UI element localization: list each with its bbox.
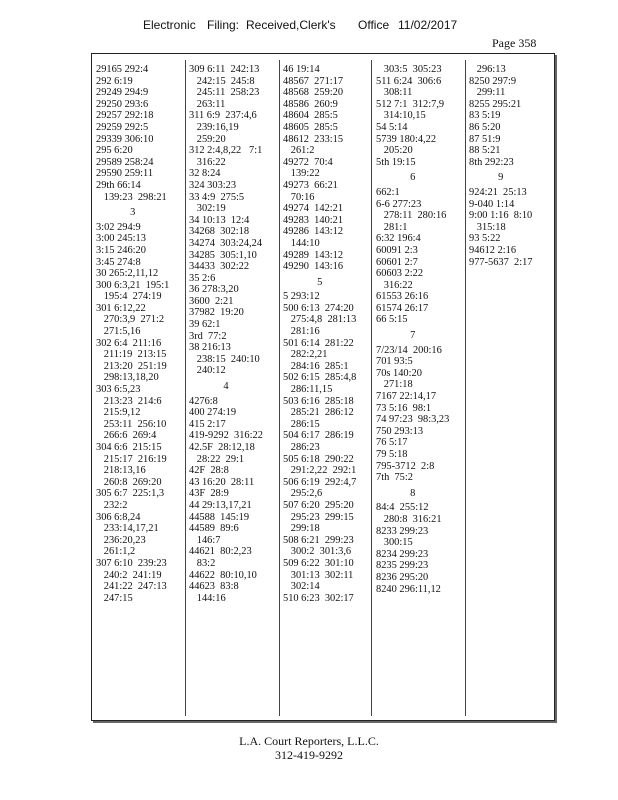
- column-divider: [371, 60, 372, 716]
- index-entry: 61553 26:16: [376, 291, 429, 303]
- index-entry: 296:13: [469, 64, 506, 75]
- index-entry: 70s 140:20: [376, 367, 422, 379]
- index-entry: 419-9292 316:22: [189, 430, 263, 442]
- index-entry: 44588 145:19: [189, 511, 250, 523]
- index-entry: 70:16: [283, 191, 315, 203]
- index-entry: 324 303:23: [189, 179, 237, 191]
- index-entry: 247:15: [96, 592, 133, 604]
- index-entry: 284:16 285:1: [283, 360, 349, 372]
- index-entry: 83:2: [189, 557, 216, 569]
- index-entry: 29590 259:11: [96, 168, 154, 180]
- index-entry: 43F 28:9: [189, 488, 229, 500]
- index-entry: 4276:8: [189, 395, 218, 407]
- index-entry: 29259 292:5: [96, 121, 149, 133]
- index-entry: 6:32 196:4: [376, 233, 421, 245]
- index-entry: 94612 2:16: [469, 244, 517, 256]
- index-entry: 505 6:18 290:22: [283, 453, 354, 465]
- index-entry: 83 5:19: [469, 110, 501, 122]
- index-entry: 5 293:12: [283, 291, 320, 303]
- index-entry: 278:11 280:16: [376, 210, 447, 222]
- index-entry: 32 8:24: [189, 168, 221, 180]
- index-entry: 88 5:21: [469, 145, 501, 157]
- index-entry: 93 5:22: [469, 233, 501, 245]
- index-entry: 305 6:7 225:1,3: [96, 488, 165, 500]
- index-entry: 508 6:21 299:23: [283, 534, 354, 546]
- index-entry: 34274 303:24,24: [189, 237, 263, 249]
- index-entry: 35 2:6: [189, 272, 216, 284]
- index-entry: 29249 294:9: [96, 87, 149, 99]
- index-entry: 5739 180:4,22: [376, 133, 437, 145]
- index-entry: 73 5:16 98:1: [376, 402, 432, 414]
- section-heading: 8: [410, 487, 416, 499]
- index-entry: 3:45 274:8: [96, 256, 141, 268]
- index-entry: 263:11: [189, 98, 226, 110]
- index-entry: 48586 260:9: [283, 98, 338, 110]
- index-entry: 44621 80:2,23: [189, 546, 252, 558]
- index-entry: 3600 2:21: [189, 295, 234, 307]
- index-entry: 701 93:5: [376, 356, 413, 368]
- index-entry: 299:11: [469, 87, 506, 99]
- index-entry: 49273 66:21: [283, 179, 338, 191]
- index-entry: 238:15 240:10: [189, 353, 260, 365]
- index-entry: 271:5,16: [96, 326, 141, 338]
- index-entry: 8250 297:9: [469, 75, 517, 87]
- index-entry: 512 7:1 312:7,9: [376, 98, 445, 110]
- section-heading: 4: [223, 381, 229, 393]
- index-entry: 66 5:15: [376, 314, 408, 326]
- index-entry: 510 6:23 302:17: [283, 592, 354, 604]
- index-entry: 300:2 301:3,6: [283, 546, 352, 558]
- index-entry: 6-6 277:23: [376, 198, 422, 210]
- index-entry: 39 62:1: [189, 319, 221, 331]
- index-entry: 30 265:2,11,12: [96, 268, 159, 280]
- index-entry: 302:14: [283, 581, 320, 593]
- index-entry: 507 6:20 295:20: [283, 499, 354, 511]
- index-entry: 302 6:4 211:16: [96, 337, 162, 349]
- index-entry: 49283 140:21: [283, 214, 344, 226]
- index-entry: 241:22 247:13: [96, 581, 167, 593]
- index-entry: 509 6:22 301:10: [283, 557, 354, 569]
- index-entry: 49290 143:16: [283, 261, 344, 273]
- index-entry: 36 278:3,20: [189, 284, 239, 296]
- index-entry: 34433 302:22: [189, 261, 250, 273]
- section-heading: 7: [410, 330, 416, 342]
- index-entry: 211:19 213:15: [96, 349, 167, 361]
- index-entry: 280:8 316:21: [376, 513, 442, 525]
- index-entry: 37982 19:20: [189, 307, 244, 319]
- index-entry: 271:18: [376, 379, 413, 391]
- index-entry: 144:10: [283, 237, 320, 249]
- index-entry: 7/23/14 200:16: [376, 344, 442, 356]
- index-entry: 308:11: [376, 87, 413, 99]
- index-entry: 213:20 251:19: [96, 360, 167, 372]
- index-entry: 314:10,15: [376, 110, 426, 122]
- index-entry: 253:11 256:10: [96, 418, 167, 430]
- footer-company: L.A. Court Reporters, L.L.C.: [239, 734, 379, 748]
- index-entry: 270:3,9 271:2: [96, 314, 165, 326]
- index-entry: 60603 2:22: [376, 268, 424, 280]
- index-entry: 29250 293:6: [96, 98, 149, 110]
- index-entry: 8255 295:21: [469, 98, 522, 110]
- index-entry: 49272 70:4: [283, 156, 333, 168]
- index-entry: 502 6:15 285:4,8: [283, 372, 357, 384]
- index-entry: 261:2: [283, 145, 315, 157]
- index-entry: 750 293:13: [376, 425, 424, 437]
- index-entry: 261:1,2: [96, 546, 136, 558]
- index-entry: 506 6:19 292:4,7: [283, 476, 357, 488]
- index-entry: 29257 292:18: [96, 110, 154, 122]
- index-entry: 7167 22:14,17: [376, 391, 437, 403]
- index-entry: 28:22 29:1: [189, 453, 245, 465]
- index-entry: 44 29:13,17,21: [189, 499, 252, 511]
- index-entry: 139:23 298:21: [96, 191, 167, 203]
- index-entry: 300 6:3,21 195:1: [96, 279, 170, 291]
- index-entry: 33 4:9 275:5: [189, 191, 245, 203]
- index-entry: 312 2:4,8,22 7:1: [189, 145, 263, 157]
- index-entry: 295:23 299:15: [283, 511, 354, 523]
- index-entry: 215:9,12: [96, 407, 141, 419]
- index-entry: 8234 299:23: [376, 548, 429, 560]
- footer-phone: 312-419-9292: [275, 748, 343, 762]
- page-number: Page 358: [492, 36, 537, 50]
- index-entry: 281:16: [283, 326, 320, 338]
- index-entry: 3:00 245:13: [96, 233, 146, 245]
- index-entry: 46 19:14: [283, 64, 320, 75]
- index-entry: 3:02 294:9: [96, 221, 141, 233]
- index-entry: 49289 143:12: [283, 249, 344, 261]
- index-entry: 42F 28:8: [189, 465, 229, 477]
- header-filing: Filing:: [207, 18, 240, 32]
- index-column-3: [283, 64, 356, 604]
- column-divider: [185, 60, 186, 716]
- index-entry: 8235 299:23: [376, 560, 429, 572]
- index-entry: 8233 299:23: [376, 525, 429, 537]
- header-received: Received,Clerk's: [246, 18, 336, 32]
- index-entry: 306 6:8,24: [96, 511, 141, 523]
- column-divider: [465, 60, 466, 716]
- index-entry: 292 6:19: [96, 75, 133, 87]
- index-entry: 205:20: [376, 145, 413, 157]
- index-entry: 286:23: [283, 442, 320, 453]
- index-entry: 662:1: [376, 186, 400, 198]
- index-column-1: [96, 64, 169, 604]
- index-entry: 86 5:20: [469, 121, 501, 133]
- section-heading: 5: [317, 276, 323, 288]
- index-entry: 315:18: [469, 221, 506, 233]
- index-entry: 285:21 286:12: [283, 407, 354, 419]
- index-entry: 286:11,15: [283, 384, 333, 396]
- index-entry: 87 51:9: [469, 133, 501, 145]
- index-entry: 48568 259:20: [283, 87, 344, 99]
- index-entry: 282:2,21: [283, 349, 328, 361]
- section-heading: 3: [130, 207, 136, 219]
- index-entry: 60091 2:3: [376, 244, 418, 256]
- header-date: 11/02/2017: [398, 18, 458, 32]
- index-entry: 309 6:11 242:13: [189, 64, 260, 75]
- index-entry: 303 6:5,23: [96, 384, 141, 396]
- index-column-5: [469, 64, 533, 268]
- index-entry: 295:2,6: [283, 488, 323, 500]
- index-entry: 298:13,18,20: [96, 372, 159, 384]
- index-entry: 924:21 25:13: [469, 186, 527, 198]
- index-entry: 266:6 269:4: [96, 430, 157, 442]
- index-entry: 139:22: [283, 168, 320, 180]
- index-entry: 236:20,23: [96, 534, 146, 546]
- index-entry: 84:4 255:12: [376, 502, 429, 514]
- index-entry: 60601 2:7: [376, 256, 418, 268]
- index-entry: 5th 19:15: [376, 156, 416, 168]
- index-entry: 218:13,16: [96, 465, 146, 477]
- index-entry: 8236 295:20: [376, 571, 429, 583]
- column-divider: [279, 60, 280, 716]
- index-entry: 240:2 241:19: [96, 569, 162, 581]
- index-entry: 9:00 1:16 8:10: [469, 210, 533, 222]
- index-frame: [91, 53, 555, 721]
- index-entry: 44622 80:10,10: [189, 569, 257, 581]
- index-entry: 301:13 302:11: [283, 569, 354, 581]
- index-column-4: [376, 64, 449, 595]
- index-entry: 61574 26:17: [376, 302, 429, 314]
- index-entry: 511 6:24 306:6: [376, 75, 442, 87]
- index-entry: 232:2: [96, 499, 128, 511]
- index-entry: 48604 285:5: [283, 110, 338, 122]
- index-entry: 3rd 77:2: [189, 330, 227, 342]
- index-entry: 500 6:13 274:20: [283, 302, 354, 314]
- section-heading: 9: [498, 172, 504, 184]
- index-entry: 311 6:9 237:4,6: [189, 110, 257, 122]
- index-entry: 260:8 269:20: [96, 476, 162, 488]
- index-entry: 44589 89:6: [189, 523, 239, 535]
- index-entry: 233:14,17,21: [96, 523, 159, 535]
- header-electronic: Electronic: [143, 18, 196, 32]
- index-entry: 215:17 216:19: [96, 453, 167, 465]
- index-entry: 29165 292:4: [96, 64, 149, 75]
- index-entry: 29589 258:24: [96, 156, 154, 168]
- index-entry: 501 6:14 281:22: [283, 337, 354, 349]
- index-entry: 195:4 274:19: [96, 291, 162, 303]
- index-entry: 302:19: [189, 203, 226, 215]
- section-heading: 6: [410, 172, 416, 184]
- index-entry: 48612 233:15: [283, 133, 344, 145]
- index-entry: 504 6:17 286:19: [283, 430, 354, 442]
- index-entry: 8240 296:11,12: [376, 583, 441, 595]
- index-entry: 240:12: [189, 365, 226, 377]
- index-entry: 245:11 258:23: [189, 87, 260, 99]
- index-entry: 303:5 305:23: [376, 64, 442, 75]
- index-entry: 54 5:14: [376, 121, 408, 133]
- index-entry: 48605 285:5: [283, 121, 338, 133]
- index-entry: 503 6:16 285:18: [283, 395, 354, 407]
- index-entry: 29339 306:10: [96, 133, 154, 145]
- index-entry: 275:4,8 281:13: [283, 314, 357, 326]
- index-entry: 977-5637 2:17: [469, 256, 533, 268]
- index-entry: 213:23 214:6: [96, 395, 162, 407]
- index-entry: 146:7: [189, 534, 221, 546]
- index-entry: 291:2,22 292:1: [283, 465, 357, 477]
- index-entry: 7th 75:2: [376, 472, 413, 484]
- index-entry: 300:15: [376, 537, 413, 549]
- index-entry: 49274 142:21: [283, 203, 344, 215]
- index-entry: 239:16,19: [189, 121, 239, 133]
- index-entry: 301 6:12,22: [96, 302, 146, 314]
- index-entry: 38 216:13: [189, 342, 231, 354]
- index-entry: 43 16:20 28:11: [189, 476, 255, 488]
- index-entry: 299:18: [283, 523, 320, 535]
- index-entry: 48567 271:17: [283, 75, 344, 87]
- index-entry: 281:1: [376, 221, 408, 233]
- index-entry: 34285 305:1,10: [189, 249, 257, 261]
- index-entry: 79 5:18: [376, 449, 408, 460]
- index-entry: 34268 302:18: [189, 226, 250, 238]
- index-entry: 795-3712 2:8: [376, 460, 435, 472]
- index-entry: 400 274:19: [189, 407, 237, 419]
- index-entry: 316:22: [189, 156, 226, 168]
- index-entry: 415 2:17: [189, 418, 226, 430]
- index-entry: 304 6:6 215:15: [96, 442, 162, 453]
- index-entry: 295 6:20: [96, 145, 133, 157]
- index-entry: 144:16: [189, 592, 226, 604]
- index-entry: 242:15 245:8: [189, 75, 255, 87]
- index-entry: 76 5:17: [376, 437, 408, 449]
- index-entry: 286:15: [283, 418, 320, 430]
- index-entry: 44623 83:8: [189, 581, 239, 593]
- index-entry: 8th 292:23: [469, 156, 514, 168]
- index-entry: 34 10:13 12:4: [189, 214, 250, 226]
- index-entry: 316:22: [376, 279, 413, 291]
- header-office: Office: [358, 18, 390, 32]
- index-column-2: [189, 64, 263, 604]
- index-entry: 307 6:10 239:23: [96, 557, 167, 569]
- index-entry: 74 97:23 98:3,23: [376, 414, 450, 426]
- index-entry: 42.5F 28:12,18: [189, 442, 255, 453]
- index-entry: 9-040 1:14: [469, 198, 515, 210]
- index-entry: 3:15 246:20: [96, 244, 146, 256]
- index-entry: 29th 66:14: [96, 179, 141, 191]
- index-entry: 259:20: [189, 133, 226, 145]
- index-entry: 49286 143:12: [283, 226, 344, 238]
